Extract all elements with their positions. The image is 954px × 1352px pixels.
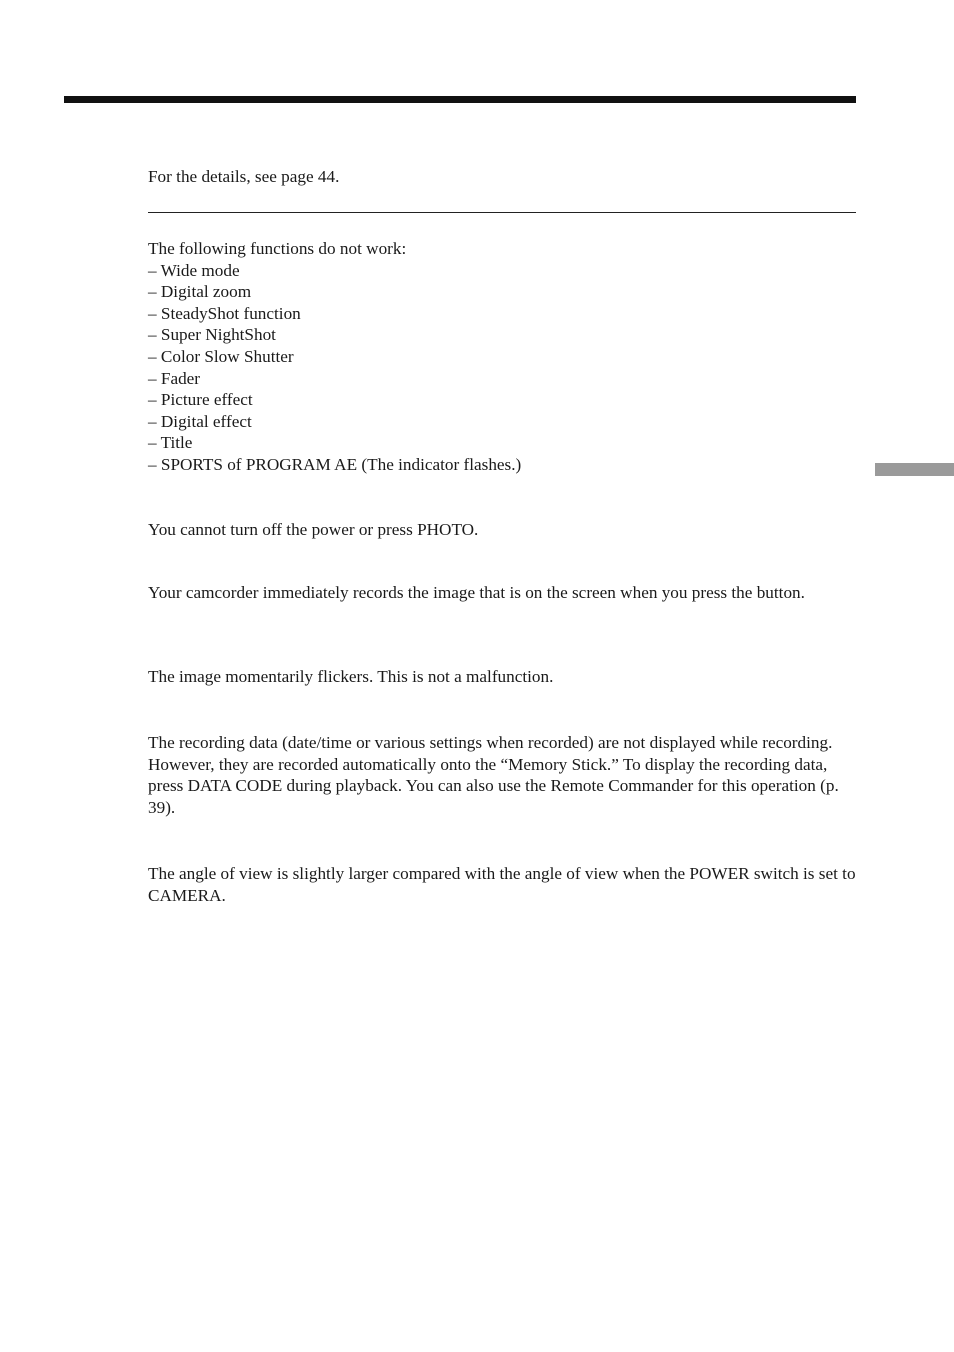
- list-item: – SteadyShot function: [148, 303, 301, 323]
- section-divider: [148, 212, 856, 213]
- list-item: – Fader: [148, 368, 201, 388]
- list-item: – Color Slow Shutter: [148, 346, 294, 366]
- functions-intro: The following functions do not work:: [148, 239, 407, 258]
- list-item: – SPORTS of PROGRAM AE (The indicator flashes.): [148, 454, 522, 474]
- list-item: – Digital zoom: [148, 282, 252, 302]
- power-note: You cannot turn off the power or press PHOTO.: [148, 520, 479, 539]
- records-note: Your camcorder immediately records the image that is on the screen when you press the button.: [148, 583, 805, 602]
- flicker-note: The image momentarily flickers. This is not a malfunction.: [148, 667, 554, 686]
- functions-list: [148, 260, 856, 476]
- list-item: – Super NightShot: [148, 325, 276, 345]
- list-item: – Wide mode: [148, 260, 240, 280]
- header-rule: [64, 96, 856, 103]
- list-item: – Digital effect: [148, 411, 252, 431]
- functions-section: [148, 238, 856, 476]
- see-details-text: For the details, see page 44.: [148, 167, 340, 186]
- section-tab-marker: [875, 463, 954, 476]
- angle-note: The angle of view is slightly larger compared with the angle of view when the POWER switch is set to CAMERA.: [148, 864, 856, 905]
- recording-data-note: The recording data (date/time or various settings when recorded) are not displayed while recording. However, they are recorded automatically onto the “Memory Stick.” To display the recording data, press DATA CODE during playback. You can also use the Remote Commander for this operation (p. 39).: [148, 733, 839, 817]
- list-item: – Title: [148, 433, 193, 453]
- list-item: – Picture effect: [148, 390, 253, 410]
